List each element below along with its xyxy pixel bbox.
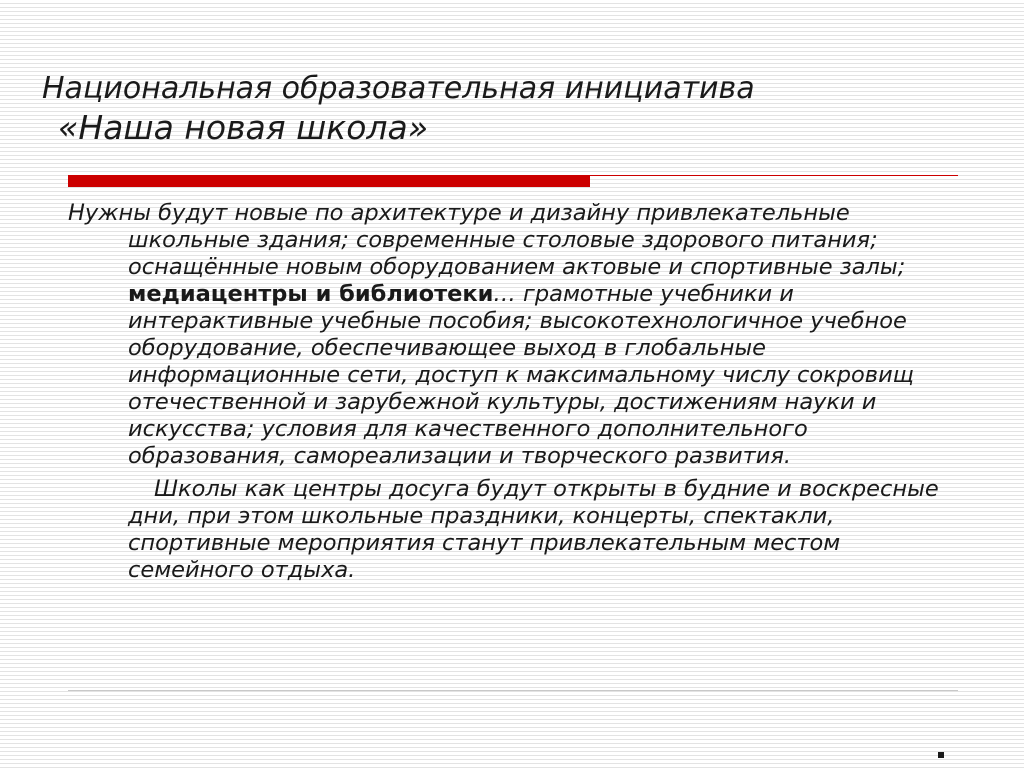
corner-dot xyxy=(938,752,944,758)
slide-title xyxy=(42,70,942,148)
paragraph-1-emphasis: медиацентры и библиотеки xyxy=(128,281,494,307)
title-accent-line xyxy=(590,175,958,176)
body-paragraph-1 xyxy=(68,200,948,470)
paragraph-1-text-end: … грамотные учебники и интерактивные учебные пособия; высокотехнологичное учебное оборудование, обеспечивающее выход в глобальные информационные сети, доступ к максимальному числу сокровищ отечественной и зарубежной культуры, достижениям науки и искусства; условия для качественного дополнительного образования, самореализации и творческого развития. xyxy=(128,281,914,469)
slide-body xyxy=(68,200,948,584)
footer-divider xyxy=(68,690,958,691)
title-line-2: «Наша новая школа» xyxy=(58,108,429,147)
body-paragraph-2: Школы как центры досуга будут открыты в будние и воскресные дни, при этом школьные праздники, концерты, спектакли, спортивные мероприятия станут привлекательным местом семейного отдыха. xyxy=(128,476,939,583)
title-line-1: Национальная образовательная инициатива xyxy=(42,71,755,106)
paragraph-1-text-start: Нужны будут новые по архитектуре и дизайну привлекательные школьные здания; современные столовые здорового питания; оснащённые новым оборудованием актовые и спортивные залы; xyxy=(68,200,906,280)
title-accent-bar xyxy=(68,175,590,187)
